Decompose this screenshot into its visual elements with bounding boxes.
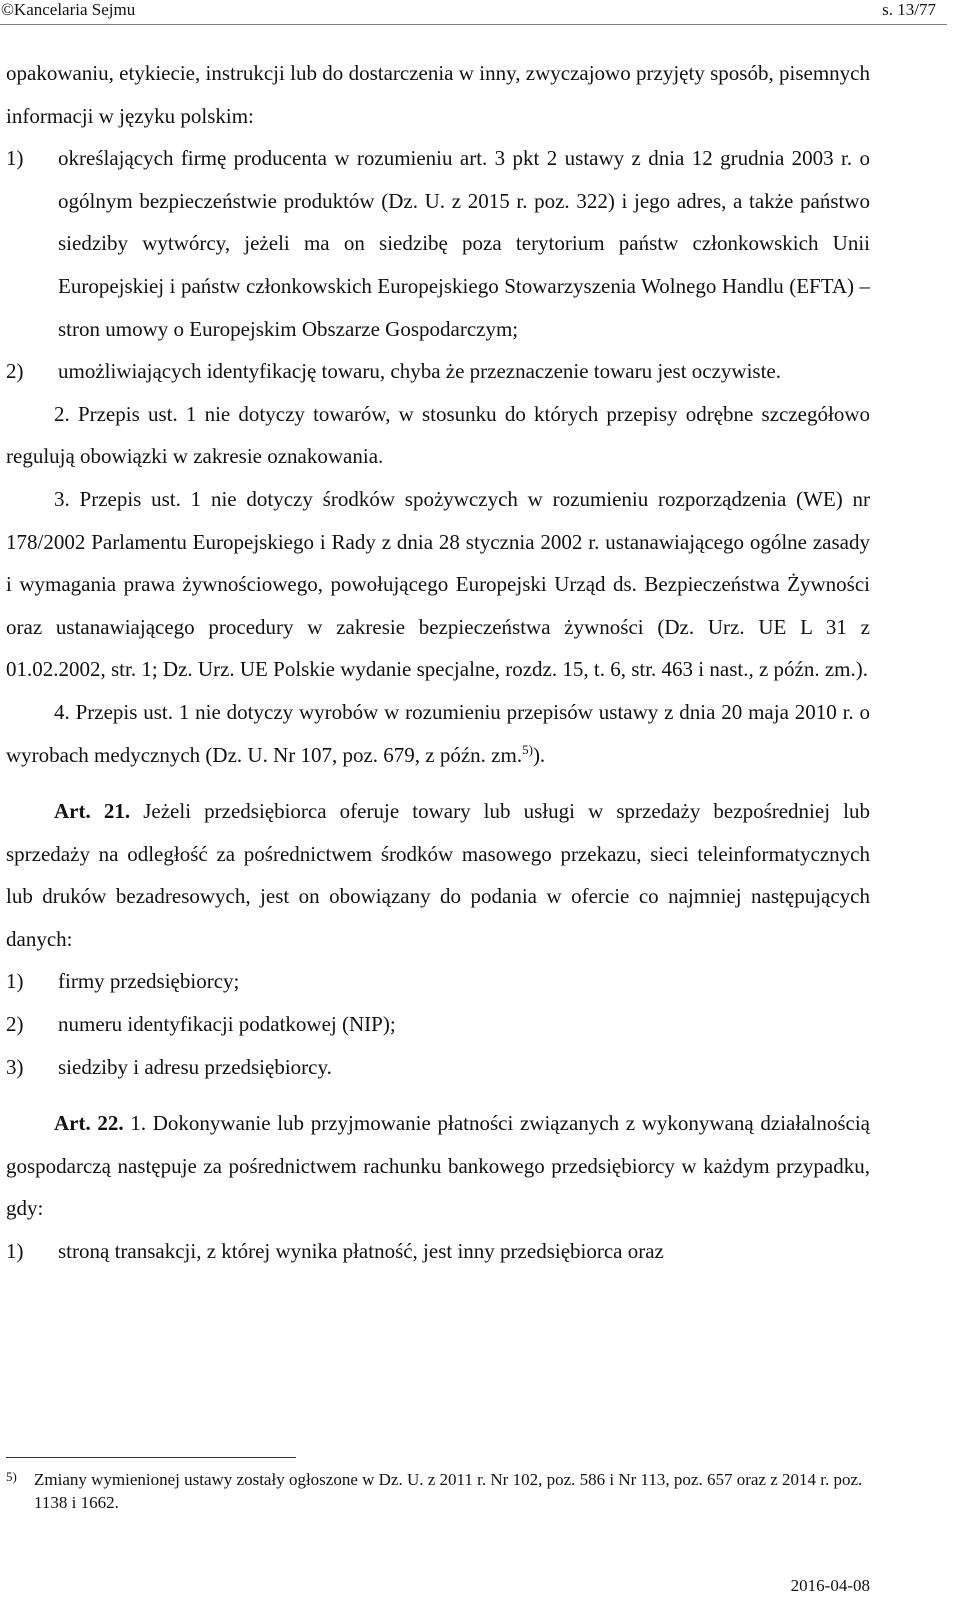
list-item — [6, 1003, 870, 1046]
spacer — [6, 776, 870, 790]
spacer — [6, 1088, 870, 1102]
list-item — [6, 350, 870, 393]
paragraph-ust-3: 3. Przepis ust. 1 nie dotyczy środków spożywczych w rozumieniu rozporządzenia (WE) nr 178/2002 Parlamentu Europejskiego i Rady z dnia 28 stycznia 2002 r. ustanawiającego ogólne zasady i wymagania prawa żywnościowego, powołującego Europejski Urząd ds. Bezpieczeństwa Żywności oraz ustanawiającego procedury w zakresie bezpieczeństwa żywności (Dz. Urz. UE L 31 z 01.02.2002, str. 1; Dz. Urz. UE Polskie wydanie specjalne, rozdz. 15, t. 6, str. 463 i nast., z późn. zm.). — [6, 486, 870, 682]
paragraph-ust-4-text: 4. Przepis ust. 1 nie dotyczy wyrobów w rozumieniu przepisów ustawy z dnia 20 maja 2010 r. o wyrobach medycznych (Dz. U. Nr 107, poz. 679, z późn. zm. — [6, 699, 870, 767]
header-page-number: s. 13/77 — [882, 0, 936, 19]
article-22-label: Art. 22. — [54, 1111, 124, 1136]
document-body — [6, 52, 870, 1273]
list-item — [6, 137, 870, 350]
list-item — [6, 1046, 870, 1089]
article-21 — [6, 790, 870, 960]
paragraph-ust-4-end: ). — [532, 742, 546, 767]
list-item-number: 3) — [6, 1054, 24, 1079]
header-copyright: ©Kancelaria Sejmu — [1, 0, 136, 19]
article-22-text: 1. Dokonywanie lub przyjmowanie płatności związanych z wykonywaną działalnością gospodarczą następuje za pośrednictwem rachunku bankowego przedsiębiorcy w każdym przypadku, gdy: — [6, 1111, 870, 1221]
list-item — [6, 1230, 870, 1273]
list-item-text: umożliwiających identyfikację towaru, chyba że przeznaczenie towaru jest oczywiste. — [58, 359, 781, 384]
article-21-label: Art. 21. — [54, 799, 131, 824]
list-item-number: 1) — [6, 1239, 24, 1264]
list-item-number: 1) — [6, 146, 24, 171]
list-item-text: stroną transakcji, z której wynika płatność, jest inny przedsiębiorca oraz — [58, 1239, 664, 1264]
list-item-number: 1) — [6, 969, 24, 994]
list-item — [6, 960, 870, 1003]
paragraph-ust-2: 2. Przepis ust. 1 nie dotyczy towarów, w stosunku do których przepisy odrębne szczegółowo regulują obowiązki w zakresie oznakowania. — [6, 401, 870, 469]
footnote — [6, 1468, 870, 1514]
document-date: 2016-04-08 — [790, 1576, 870, 1595]
footnote-number: 5) — [6, 1469, 17, 1484]
list-item-number: 2) — [6, 1012, 24, 1037]
article-22 — [6, 1102, 870, 1230]
footnote-reference: 5) — [522, 741, 533, 757]
list-item-number: 2) — [6, 359, 24, 384]
list-item-text: firmy przedsiębiorcy; — [58, 969, 240, 994]
paragraph-ust-4 — [6, 691, 870, 776]
intro-paragraph: opakowaniu, etykiecie, instrukcji lub do dostarczenia w inny, zwyczajowo przyjęty sposób, pisemnych informacji w języku polskim: — [6, 61, 870, 128]
article-21-text: Jeżeli przedsiębiorca oferuje towary lub usługi w sprzedaży bezpośredniej lub sprzedaży na odległość za pośrednictwem środków masowego przekazu, sieci teleinformatycznych lub druków bezadresowych, jest on obowiązany do podania w ofercie co najmniej następujących danych: — [6, 799, 870, 951]
footnote-text: Zmiany wymienionej ustawy zostały ogłoszone w Dz. U. z 2011 r. Nr 102, poz. 586 i Nr 113, poz. 657 oraz z 2014 r. poz. 1138 i 1662. — [34, 1470, 863, 1512]
list-item-text: określających firmę producenta w rozumieniu art. 3 pkt 2 ustawy z dnia 12 grudnia 2003 r. o ogólnym bezpieczeństwie produktów (Dz. U. z 2015 r. poz. 322) i jego adres, a także państwo siedziby wytwórcy, jeżeli ma on siedzibę poza terytorium państw członkowskich Unii Europejskiej i państw członkowskich Europejskiego Stowarzyszenia Wolnego Handlu (EFTA) – stron umowy o Europejskim Obszarze Gospodarczym; — [58, 146, 870, 341]
list-item-text: numeru identyfikacji podatkowej (NIP); — [58, 1012, 396, 1037]
page-header — [0, 0, 947, 25]
footnote-separator — [6, 1457, 296, 1458]
list-item-text: siedziby i adresu przedsiębiorcy. — [58, 1054, 332, 1079]
